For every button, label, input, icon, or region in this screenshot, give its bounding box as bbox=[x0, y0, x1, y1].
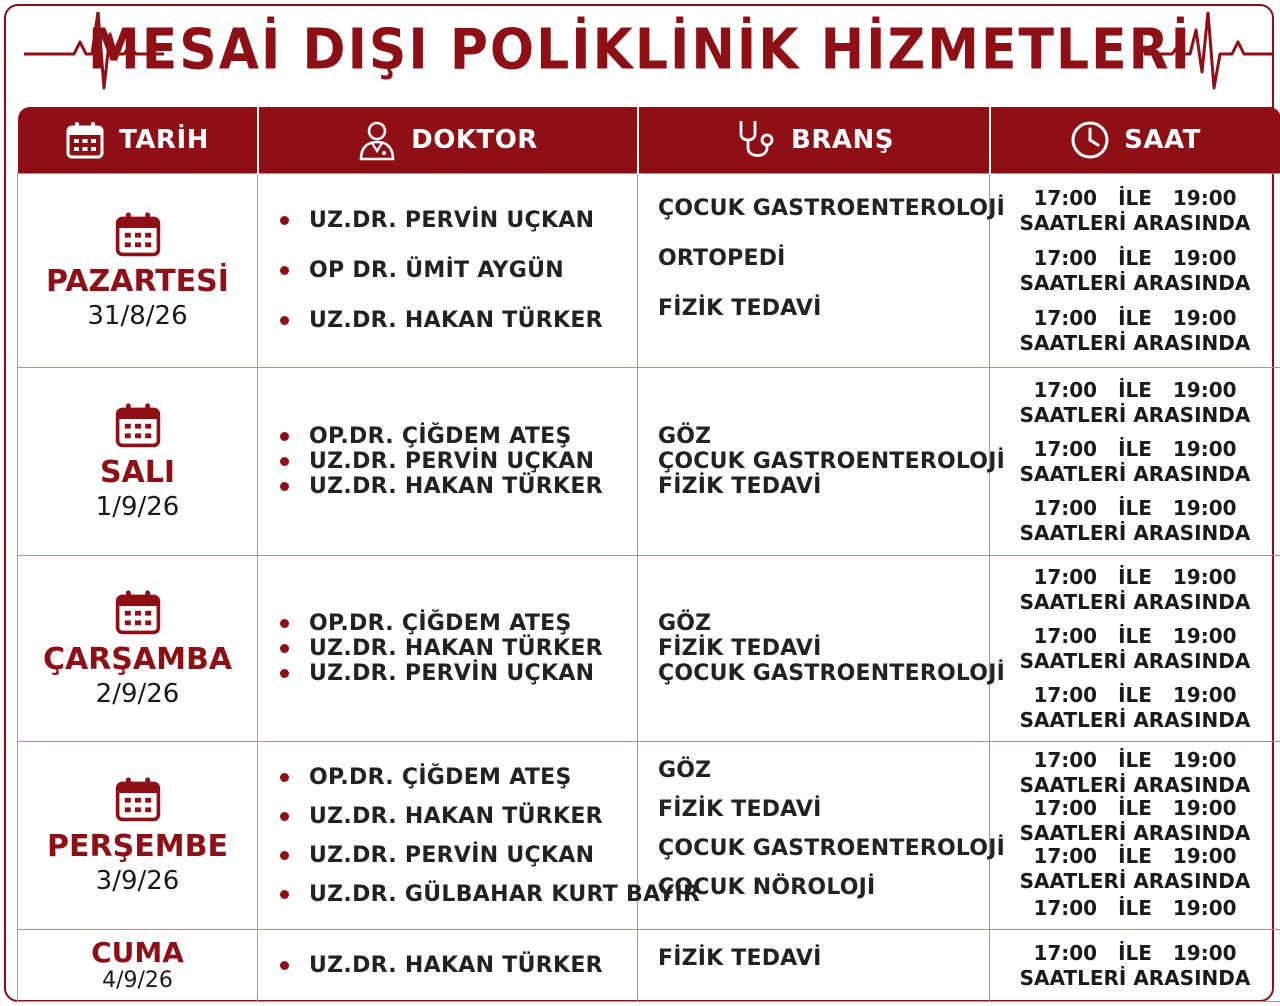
hours-slot bbox=[990, 619, 1280, 678]
hours-range: 17:00 İLE 19:00 bbox=[1033, 185, 1237, 210]
doctor-name: UZ.DR. HAKAN TÜRKER bbox=[309, 308, 603, 333]
branch-name: FİZİK TEDAVİ bbox=[658, 474, 822, 499]
doctor-cell bbox=[258, 556, 638, 742]
calendar-icon bbox=[114, 401, 162, 449]
title-bar bbox=[0, 0, 1280, 105]
branch-name: ÇOCUK GASTROENTEROLOJİ bbox=[658, 661, 1005, 686]
day-date: 3/9/26 bbox=[95, 865, 180, 896]
day-name: PAZARTESİ bbox=[46, 263, 229, 299]
doctor-item bbox=[280, 424, 637, 449]
bullet-icon bbox=[280, 669, 289, 678]
doctor-name: OP.DR. ÇİĞDEM ATEŞ bbox=[309, 424, 572, 449]
calendar-icon bbox=[114, 210, 162, 258]
hours-cell bbox=[990, 556, 1280, 742]
hours-slot bbox=[990, 797, 1280, 845]
branch-name: FİZİK TEDAVİ bbox=[658, 636, 822, 661]
calendar-icon bbox=[114, 775, 162, 823]
hours-slot bbox=[990, 935, 1280, 997]
hours-range: 17:00 İLE 19:00 bbox=[1033, 305, 1237, 330]
day-cell bbox=[18, 556, 258, 742]
table-row bbox=[18, 368, 1280, 556]
doctor-item bbox=[280, 449, 637, 474]
hours-note: SAATLERİ ARASINDA bbox=[1019, 965, 1251, 990]
doctor-cell bbox=[258, 930, 638, 1002]
hours-cell bbox=[990, 930, 1280, 1002]
day-cell bbox=[18, 174, 258, 368]
bullet-icon bbox=[280, 316, 289, 325]
hours-slot bbox=[990, 432, 1280, 491]
schedule-table bbox=[17, 107, 1280, 1002]
hours-slot bbox=[990, 241, 1280, 301]
calendar-icon bbox=[65, 120, 105, 160]
hours-range: 17:00 İLE 19:00 bbox=[1033, 795, 1237, 820]
hours-note: SAATLERİ ARASINDA bbox=[1019, 868, 1251, 893]
doctor-item bbox=[280, 246, 637, 296]
calendar-icon bbox=[114, 588, 162, 636]
table-row bbox=[18, 174, 1280, 368]
hours-range: 17:00 İLE 19:00 bbox=[1033, 623, 1237, 648]
hours-cell bbox=[990, 174, 1280, 368]
hours-slot bbox=[990, 893, 1280, 923]
header-brans bbox=[638, 107, 990, 174]
hours-note: SAATLERİ ARASINDA bbox=[1019, 210, 1251, 235]
hours-range: 17:00 İLE 19:00 bbox=[1033, 245, 1237, 270]
doctor-item bbox=[280, 946, 637, 986]
doctor-item bbox=[280, 611, 637, 636]
hours-slot bbox=[990, 560, 1280, 619]
day-name: CUMA bbox=[91, 935, 184, 969]
table-row bbox=[18, 742, 1280, 930]
bullet-icon bbox=[280, 851, 289, 860]
header-doktor-label: DOKTOR bbox=[411, 125, 538, 155]
page-title: MESAİ DIŞI POLİKLİNİK HİZMETLERİ bbox=[87, 17, 1193, 83]
hours-note: SAATLERİ ARASINDA bbox=[1019, 330, 1251, 355]
header-saat bbox=[990, 107, 1280, 174]
day-name: ÇARŞAMBA bbox=[42, 641, 233, 677]
hours-slot bbox=[990, 491, 1280, 550]
hours-range: 17:00 İLE 19:00 bbox=[1033, 682, 1237, 707]
clock-icon bbox=[1070, 120, 1110, 160]
hours-range: 17:00 İLE 19:00 bbox=[1033, 895, 1237, 920]
header-saat-label: SAAT bbox=[1124, 125, 1201, 155]
branch-cell bbox=[638, 368, 1005, 556]
branch-name: ÇOCUK GASTROENTEROLOJİ bbox=[658, 835, 1005, 861]
branch-name: ÇOCUK GASTROENTEROLOJİ bbox=[658, 449, 1005, 474]
hours-range: 17:00 İLE 19:00 bbox=[1033, 436, 1237, 461]
doctor-name: UZ.DR. PERVİN UÇKAN bbox=[309, 449, 595, 474]
hours-range: 17:00 İLE 19:00 bbox=[1033, 940, 1237, 965]
doctor-item bbox=[280, 758, 637, 797]
day-cell bbox=[18, 368, 258, 556]
hours-note: SAATLERİ ARASINDA bbox=[1019, 707, 1251, 732]
hours-slot bbox=[990, 181, 1280, 241]
bullet-icon bbox=[280, 890, 289, 899]
day-cell bbox=[18, 742, 258, 930]
doctor-item bbox=[280, 636, 637, 661]
hours-slot bbox=[990, 301, 1280, 361]
branch-name: FİZİK TEDAVİ bbox=[658, 945, 822, 971]
bullet-icon bbox=[280, 619, 289, 628]
bullet-icon bbox=[280, 773, 289, 782]
branch-name: FİZİK TEDAVİ bbox=[658, 295, 822, 321]
doctor-cell bbox=[258, 368, 638, 556]
hours-slot bbox=[990, 373, 1280, 432]
hours-note: SAATLERİ ARASINDA bbox=[1019, 402, 1251, 427]
bullet-icon bbox=[280, 432, 289, 441]
hours-slot bbox=[990, 749, 1280, 797]
bullet-icon bbox=[280, 961, 289, 970]
hours-note: SAATLERİ ARASINDA bbox=[1019, 461, 1251, 486]
table-header-row bbox=[18, 107, 1280, 174]
doctor-name: UZ.DR. PERVİN UÇKAN bbox=[309, 208, 595, 233]
doctor-item bbox=[280, 797, 637, 836]
branch-name: ÇOCUK GASTROENTEROLOJİ bbox=[658, 195, 1005, 221]
day-date: 1/9/26 bbox=[95, 491, 180, 522]
branch-name: ORTOPEDİ bbox=[658, 245, 786, 271]
stethoscope-icon bbox=[733, 118, 777, 162]
day-cell bbox=[18, 930, 258, 1002]
day-name: PERŞEMBE bbox=[47, 828, 228, 864]
hours-range: 17:00 İLE 19:00 bbox=[1033, 843, 1237, 868]
hours-cell bbox=[990, 368, 1280, 556]
doctor-name: UZ.DR. PERVİN UÇKAN bbox=[309, 661, 595, 686]
doctor-item bbox=[280, 196, 637, 246]
doctor-item bbox=[280, 474, 637, 499]
doctor-item bbox=[280, 836, 637, 875]
table-row bbox=[18, 930, 1280, 1002]
day-date: 31/8/26 bbox=[87, 300, 188, 331]
hours-note: SAATLERİ ARASINDA bbox=[1019, 648, 1251, 673]
doctor-item bbox=[280, 661, 637, 686]
doctor-name: UZ.DR. HAKAN TÜRKER bbox=[309, 953, 603, 978]
hours-range: 17:00 İLE 19:00 bbox=[1033, 564, 1237, 589]
branch-cell bbox=[638, 174, 1005, 368]
hours-range: 17:00 İLE 19:00 bbox=[1033, 495, 1237, 520]
heartbeat-icon bbox=[1144, 12, 1274, 92]
branch-name: ÇOCUK NÖROLOJİ bbox=[658, 874, 876, 900]
branch-name: GÖZ bbox=[658, 611, 712, 636]
table-row bbox=[18, 556, 1280, 742]
bullet-icon bbox=[280, 266, 289, 275]
doctor-name: UZ.DR. HAKAN TÜRKER bbox=[309, 636, 603, 661]
doctor-icon bbox=[357, 119, 397, 161]
doctor-item bbox=[280, 875, 701, 914]
hours-range: 17:00 İLE 19:00 bbox=[1033, 747, 1237, 772]
doctor-name: UZ.DR. HAKAN TÜRKER bbox=[309, 803, 603, 829]
bullet-icon bbox=[280, 644, 289, 653]
doctor-cell bbox=[258, 174, 638, 368]
bullet-icon bbox=[280, 457, 289, 466]
doctor-name: UZ.DR. HAKAN TÜRKER bbox=[309, 474, 603, 499]
hours-slot bbox=[990, 845, 1280, 893]
branch-cell bbox=[638, 930, 990, 1002]
branch-cell bbox=[638, 556, 1005, 742]
hours-note: SAATLERİ ARASINDA bbox=[1019, 820, 1251, 845]
branch-name: GÖZ bbox=[658, 424, 712, 449]
doctor-item bbox=[280, 296, 637, 346]
doctor-name: OP.DR. ÇİĞDEM ATEŞ bbox=[309, 611, 572, 636]
header-doktor bbox=[258, 107, 638, 174]
bullet-icon bbox=[280, 482, 289, 491]
hours-note: SAATLERİ ARASINDA bbox=[1019, 589, 1251, 614]
hours-range: 17:00 İLE 19:00 bbox=[1033, 377, 1237, 402]
day-name: SALI bbox=[99, 454, 176, 490]
header-brans-label: BRANŞ bbox=[791, 125, 894, 155]
branch-name: GÖZ bbox=[658, 757, 712, 783]
header-tarih-label: TARİH bbox=[119, 125, 209, 155]
day-date: 2/9/26 bbox=[95, 678, 180, 709]
doctor-name: OP.DR. ÇİĞDEM ATEŞ bbox=[309, 764, 572, 790]
hours-note: SAATLERİ ARASINDA bbox=[1019, 270, 1251, 295]
bullet-icon bbox=[280, 812, 289, 821]
doctor-name: UZ.DR. GÜLBAHAR KURT BAYIR bbox=[309, 881, 701, 907]
hours-note: SAATLERİ ARASINDA bbox=[1019, 520, 1251, 545]
bullet-icon bbox=[280, 216, 289, 225]
hours-note: SAATLERİ ARASINDA bbox=[1019, 772, 1251, 797]
day-date: 4/9/26 bbox=[102, 967, 173, 993]
header-tarih bbox=[18, 107, 258, 174]
hours-cell bbox=[990, 742, 1280, 930]
doctor-name: OP DR. ÜMİT AYGÜN bbox=[309, 258, 565, 283]
doctor-name: UZ.DR. PERVİN UÇKAN bbox=[309, 842, 595, 868]
hours-slot bbox=[990, 678, 1280, 737]
branch-name: FİZİK TEDAVİ bbox=[658, 796, 822, 822]
